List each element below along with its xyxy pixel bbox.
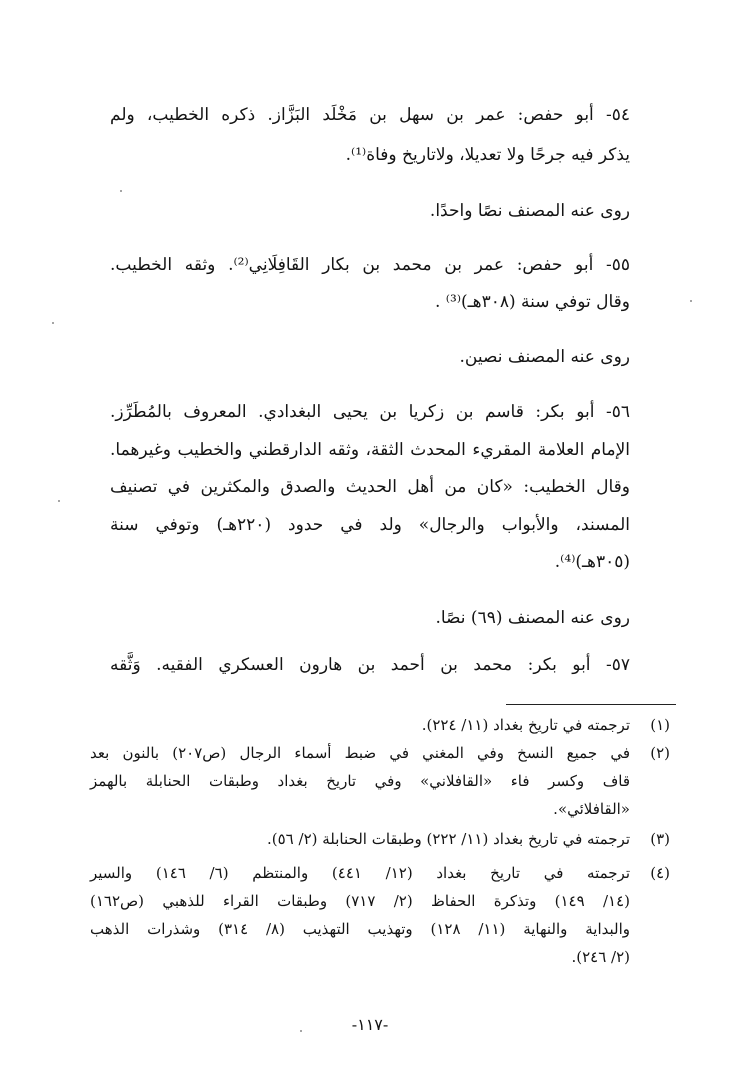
footnote-separator [506,704,676,705]
entry-55-narration: روى عنه المصنف نصين. [459,347,630,367]
footnote-text: ترجمته في تاريخ بغداد (١١/ ٢٢٤). [421,716,630,734]
footnote-number: (٤) [650,864,670,882]
scan-speck [300,1030,302,1032]
entry-56-line-2: الإمام العلامة المقريء المحدث الثقة، وثقه الدارقطني والخطيب وغيرهما. [110,440,630,460]
footnote-text: والبداية والنهاية (١١/ ١٢٨) وتهذيب التهذيب (٨/ ٣١٤) وشذرات الذهب [90,920,631,938]
footnote-1 [90,714,670,736]
footnote-text: في جميع النسخ وفي المغني في ضبط أسماء الرجال (ص٢٠٧) بالنون بعد [90,744,630,762]
entry-54-line-2: يذكر فيه جرحًا ولا تعديلا، ولاتاريخ وفاة⁽¹⁾. [345,145,630,165]
footnote-text: قاف وكسر فاء «القافلاني» وفي تاريخ بغداد وطبقات الحنابلة بالهمز [90,772,630,790]
footnote-2 [90,742,670,822]
entry-55-line-2: وقال توفي سنة (٣٠٨هـ)⁽³⁾ . [435,292,630,312]
entry-57-line-1: ٥٧- أبو بكر: محمد بن أحمد بن هارون العسكري الفقيه. وَثَّقه [110,655,630,675]
entry-56-line-5: (٣٠٥هـ)⁽⁴⁾. [554,552,630,572]
footnote-3 [90,828,670,850]
page-number: -١١٧- [351,1015,389,1034]
footnote-number: (٣) [650,830,670,848]
scan-speck [690,300,692,302]
scan-speck [52,322,54,324]
footnote-text: (٢/ ٢٤٦). [571,948,630,966]
footnote-text: (١٤/ ١٤٩) وتذكرة الحفاظ (٢/ ٧١٧) وطبقات القراء للذهبي (ص١٦٢) [90,892,630,910]
footnote-text: ترجمته في تاريخ بغداد (١٢/ ٤٤١) والمنتظم (٦/ ١٤٦) والسير [90,864,631,882]
entry-56-line-4: المسند، والأبواب والرجال» ولد في حدود (٢٢٠هـ) وتوفي سنة [110,515,630,535]
scan-speck [58,500,60,502]
entry-54-narration: روى عنه المصنف نصًا واحدًا. [429,201,630,221]
scan-speck [120,190,122,192]
footnote-4 [90,862,670,974]
entry-56-line-1: ٥٦- أبو بكر: قاسم بن زكريا بن يحيى البغدادي. المعروف بالمُطَرِّز. [110,402,630,422]
entry-54-line-1: ٥٤- أبو حفص: عمر بن سهل بن مَخْلَد البَزَّاز. ذكره الخطيب، ولم [110,105,630,125]
footnote-number: (١) [650,716,670,734]
entry-56-narration: روى عنه المصنف (٦٩) نصًا. [435,608,630,628]
entry-55-line-1: ٥٥- أبو حفص: عمر بن محمد بن بكار القَافِلَانِي⁽²⁾. وثقه الخطيب. [110,255,630,275]
footnote-text: «القافلائي». [553,800,630,818]
entry-56-line-3: وقال الخطيب: «كان من أهل الحديث والصدق والمكثرين في تصنيف [110,477,630,497]
footnote-text: ترجمته في تاريخ بغداد (١١/ ٢٢٢) وطبقات الحنابلة (٢/ ٥٦). [266,830,630,848]
footnote-number: (٢) [650,744,670,762]
